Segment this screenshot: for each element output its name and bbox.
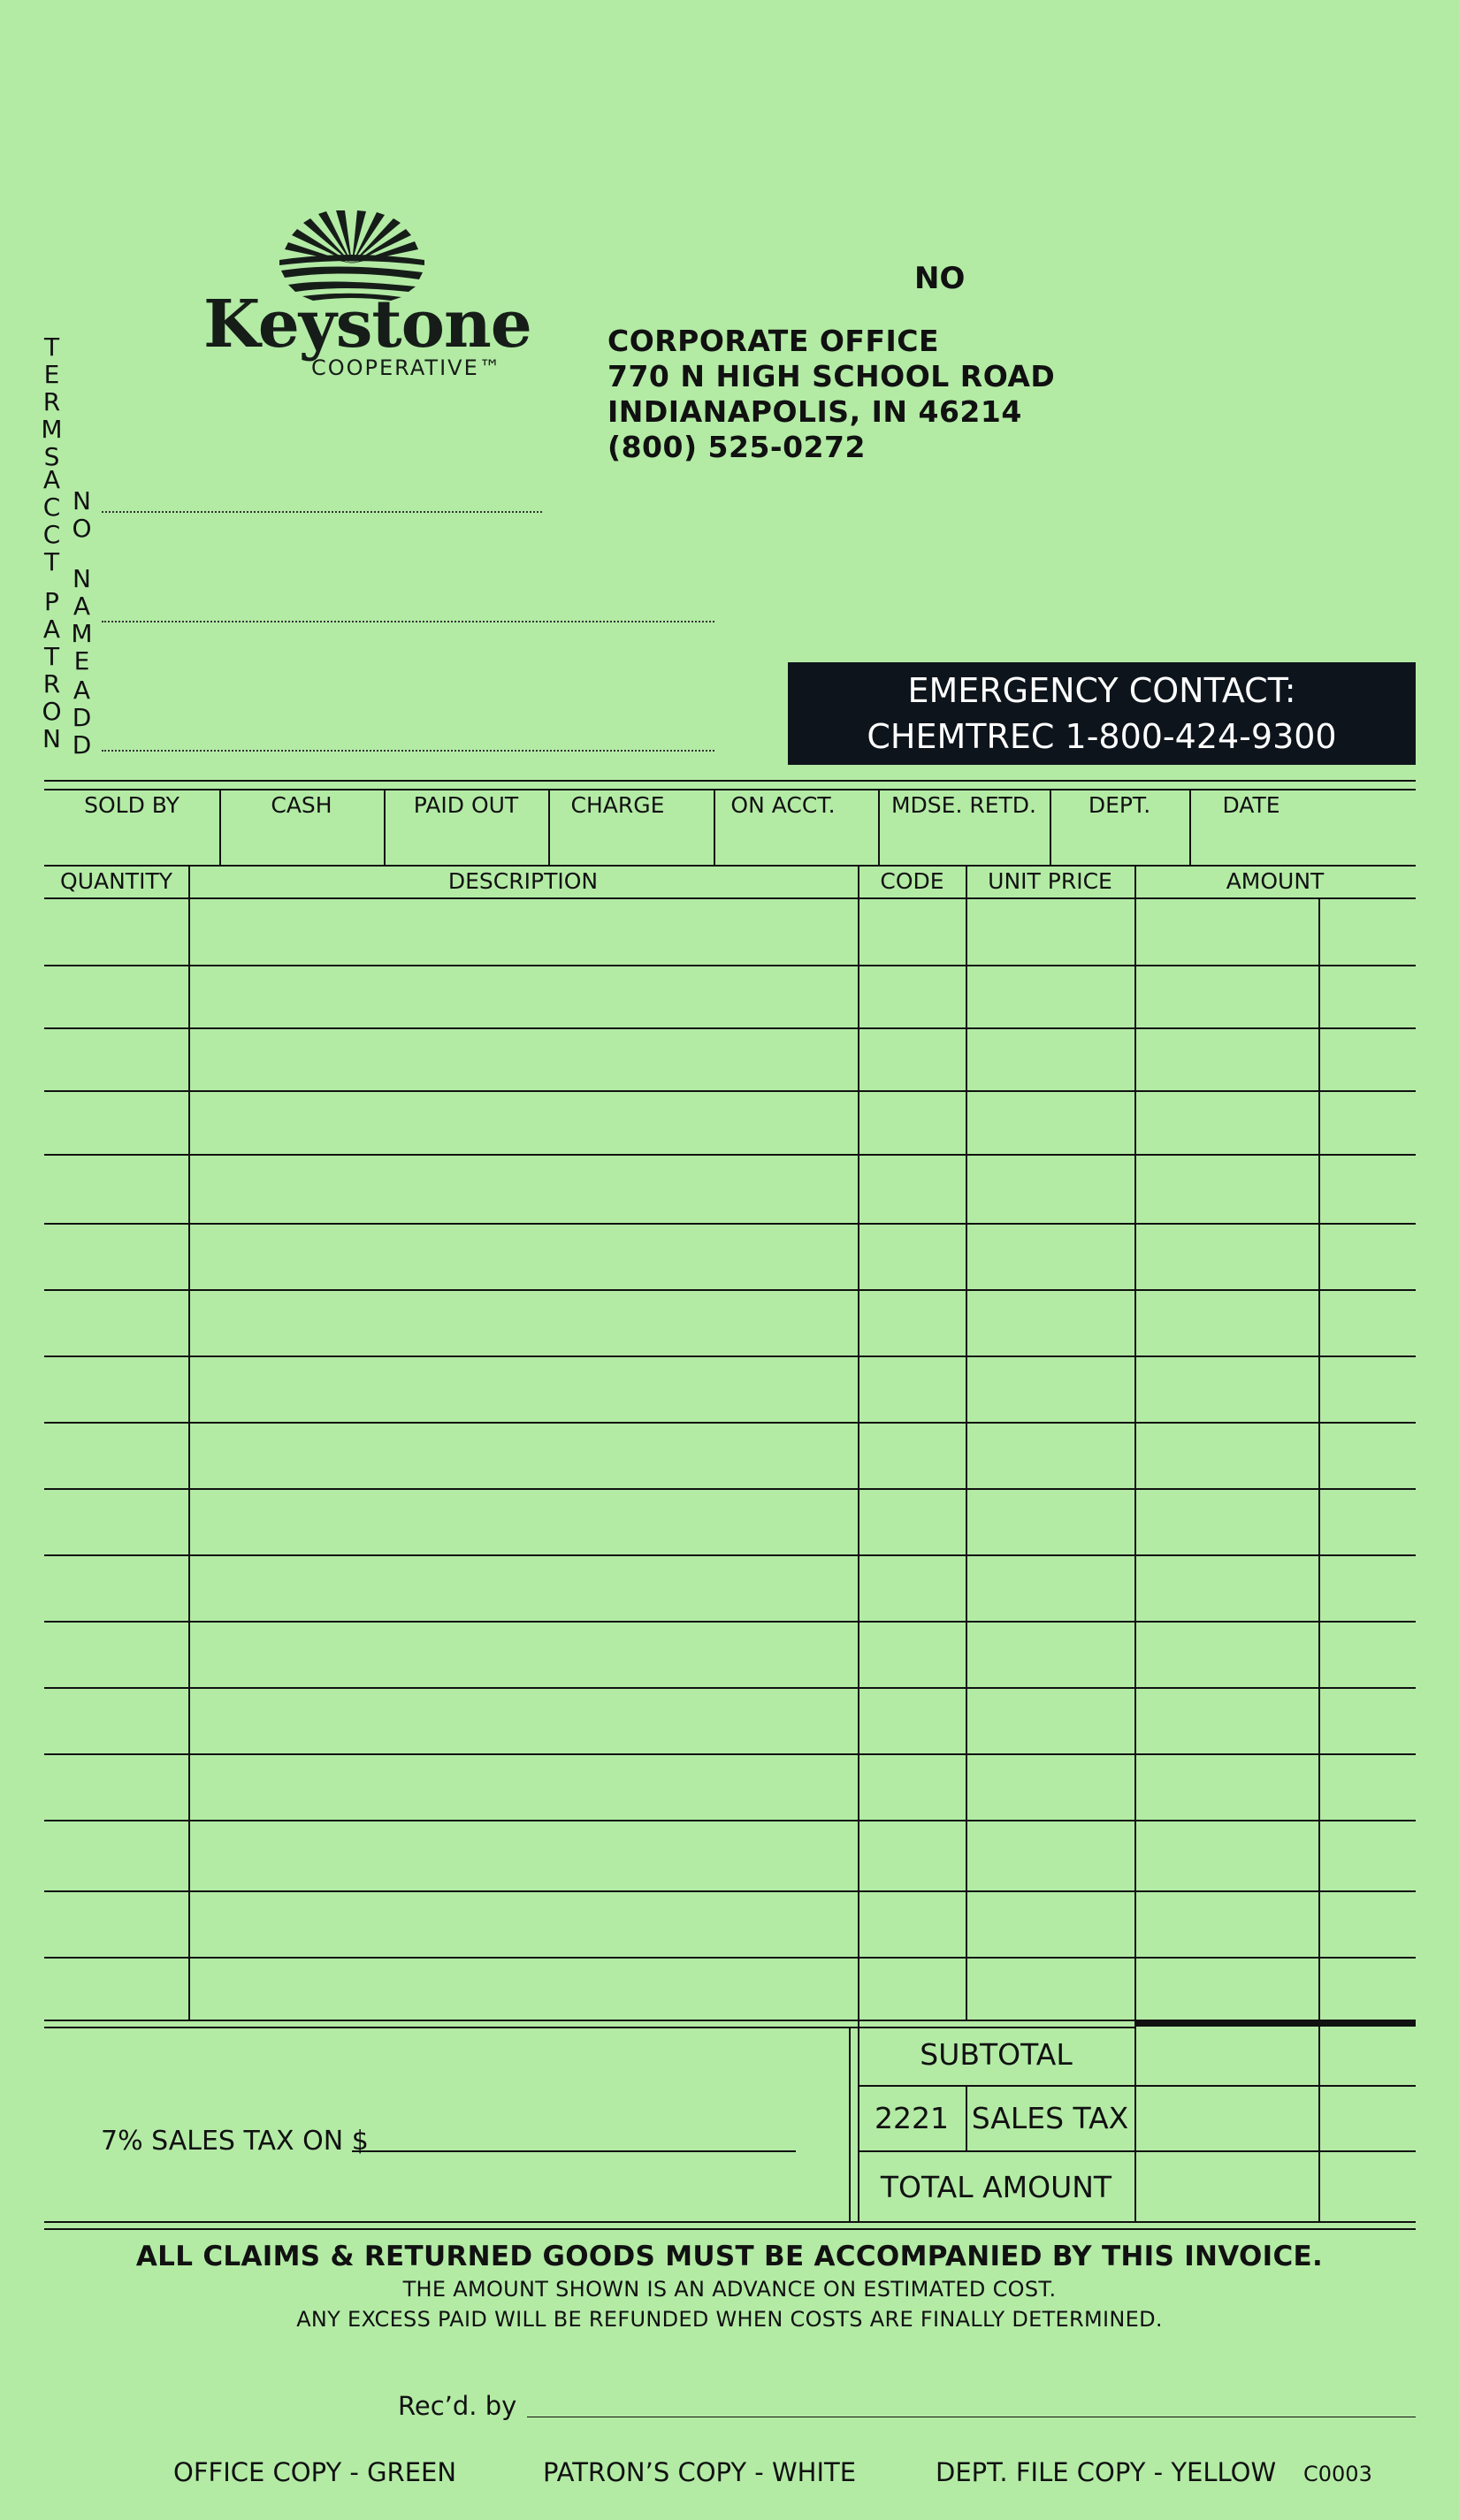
table-row[interactable] <box>44 1422 1416 1424</box>
company-logo-wordmark: Keystone <box>203 286 531 363</box>
sales-tax-on-label: 7% SALES TAX ON $ <box>101 2126 369 2157</box>
patron-name-label: NAME <box>67 564 96 674</box>
mdse-retd-header[interactable]: MDSE. RETD. <box>890 792 1036 818</box>
acct-label: ACCT <box>37 465 66 575</box>
table-row[interactable] <box>44 1027 1416 1029</box>
divider <box>1318 897 1320 2221</box>
table-row[interactable] <box>44 1223 1416 1225</box>
dept-copy-label: DEPT. FILE COPY - YELLOW <box>936 2457 1277 2487</box>
sales-tax-base-field[interactable] <box>352 2150 796 2152</box>
table-row[interactable] <box>44 1890 1416 1892</box>
address-line-2: 770 N HIGH SCHOOL ROAD <box>607 359 1056 393</box>
rule <box>858 2150 1416 2152</box>
table-row[interactable] <box>44 1687 1416 1689</box>
refund-notice: ANY EXCESS PAID WILL BE REFUNDED WHEN COSTS ARE FINALLY DETERMINED. <box>296 2307 1163 2332</box>
table-row[interactable] <box>44 1090 1416 1092</box>
rule <box>44 2027 1134 2028</box>
rule <box>44 2221 1416 2223</box>
unit-price-header: UNIT PRICE <box>988 868 1112 894</box>
paid-out-header[interactable]: PAID OUT <box>413 792 519 818</box>
table-row[interactable] <box>44 965 1416 966</box>
patron-label: PATRON <box>37 587 66 752</box>
table-row[interactable] <box>44 1355 1416 1357</box>
divider <box>188 865 190 2021</box>
table-row[interactable] <box>44 1753 1416 1755</box>
total-amount-label: TOTAL AMOUNT <box>880 2170 1112 2204</box>
table-row <box>44 897 1416 899</box>
advance-notice: THE AMOUNT SHOWN IS AN ADVANCE ON ESTIMATED COST. <box>402 2277 1057 2302</box>
acct-no-field[interactable] <box>102 511 542 513</box>
emergency-contact-banner <box>788 662 1416 765</box>
claims-notice: ALL CLAIMS & RETURNED GOODS MUST BE ACCOMPANIED BY THIS INVOICE. <box>135 2241 1324 2272</box>
subtotal-thick-rule <box>1134 2021 1416 2027</box>
description-header: DESCRIPTION <box>447 868 599 894</box>
company-logo-subtitle: COOPERATIVE™ <box>311 355 502 380</box>
dept-header[interactable]: DEPT. <box>1088 792 1151 818</box>
emergency-title: EMERGENCY CONTACT: <box>907 671 1296 710</box>
rule <box>44 865 1416 867</box>
table-row[interactable] <box>44 1957 1416 1959</box>
cash-header[interactable]: CASH <box>271 792 332 818</box>
invoice-number-label: NO <box>914 261 966 296</box>
office-copy-label: OFFICE COPY - GREEN <box>173 2457 457 2487</box>
rule <box>858 2085 1416 2087</box>
address-line-1: CORPORATE OFFICE <box>607 324 940 358</box>
sold-by-header[interactable]: SOLD BY <box>84 792 180 818</box>
patron-name-field[interactable] <box>102 621 714 622</box>
quantity-header: QUANTITY <box>60 868 172 894</box>
rule <box>44 789 1416 790</box>
table-row[interactable] <box>44 1820 1416 1821</box>
rule <box>44 2228 1416 2230</box>
received-by-label: Rec’d. by <box>398 2391 517 2421</box>
table-row[interactable] <box>44 1488 1416 1490</box>
divider <box>1134 865 1136 2221</box>
divider <box>858 865 859 2221</box>
subtotal-label: SUBTOTAL <box>920 2037 1073 2072</box>
on-acct-header[interactable]: ON ACCT. <box>730 792 836 818</box>
form-code: C0003 <box>1303 2462 1372 2486</box>
divider <box>849 2027 851 2221</box>
address-line-3: INDIANAPOLIS, IN 46214 <box>607 394 1022 429</box>
charge-header[interactable]: CHARGE <box>570 792 665 818</box>
tax-code: 2221 <box>875 2101 949 2135</box>
table-row[interactable] <box>44 1154 1416 1156</box>
date-header[interactable]: DATE <box>1222 792 1280 818</box>
emergency-phone: CHEMTREC 1-800-424-9300 <box>867 717 1337 756</box>
divider <box>966 865 967 2021</box>
acct-no-label: NO <box>67 486 96 541</box>
table-row[interactable] <box>44 1289 1416 1291</box>
table-row[interactable] <box>44 1554 1416 1556</box>
sales-tax-label: SALES TAX <box>971 2101 1129 2135</box>
patron-address-field[interactable] <box>102 750 714 752</box>
patron-add-label: ADD <box>67 676 96 758</box>
rule <box>44 780 1416 782</box>
code-header: CODE <box>880 868 944 894</box>
terms-label: TERMS <box>37 332 66 470</box>
address-line-4: (800) 525-0272 <box>607 430 866 464</box>
amount-header: AMOUNT <box>1226 868 1325 894</box>
patron-copy-label: PATRON’S COPY - WHITE <box>543 2457 857 2487</box>
table-row[interactable] <box>44 1621 1416 1623</box>
